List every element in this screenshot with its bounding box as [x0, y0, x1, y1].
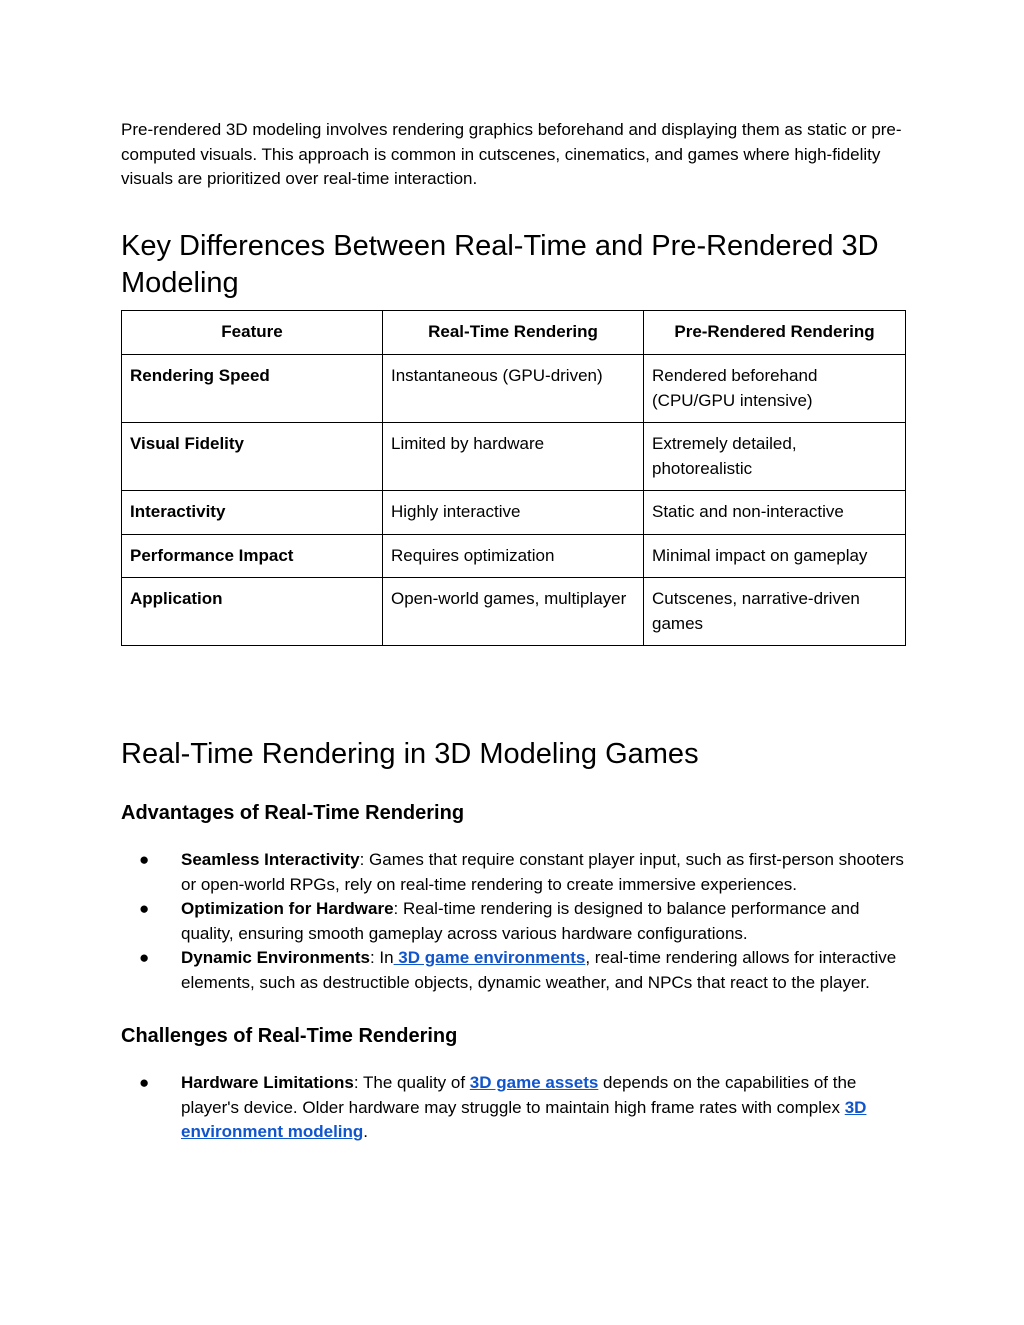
item-text: : Games that require constant player input, such as first-person shooters or open-world RPGs, rely on real-time rendering to create immersive experiences.: [181, 850, 904, 894]
table-row: [122, 578, 906, 646]
link-3d-game-assets[interactable]: 3D game assets: [469, 1073, 599, 1092]
table-cell-feature: Rendering Speed: [122, 355, 383, 423]
table-header-cell: Pre-Rendered Rendering: [644, 310, 906, 355]
table-cell: Cutscenes, narrative-driven games: [644, 578, 906, 646]
table-cell-feature: Performance Impact: [122, 534, 383, 578]
table-cell: Highly interactive: [383, 491, 644, 535]
table-cell: Open-world games, multiplayer: [383, 578, 644, 646]
item-text: : The quality of: [353, 1073, 470, 1092]
heading-challenges: Challenges of Real-Time Rendering: [121, 1025, 458, 1047]
item-term: Hardware Limitations: [181, 1073, 354, 1092]
heading-advantages: Advantages of Real-Time Rendering: [121, 802, 465, 824]
table-row: [122, 423, 906, 491]
item-text: : Real-time rendering is designed to balance performance and quality, ensuring smooth gameplay across various hardware configurations.: [181, 899, 860, 943]
table-cell-feature: Application: [122, 578, 383, 646]
heading-key-differences: Key Differences Between Real-Time and Pre-Rendered 3D Modeling: [121, 229, 879, 299]
item-term: Seamless Interactivity: [181, 850, 360, 869]
link-3d-environment-modeling[interactable]: 3D environment modeling: [181, 1097, 867, 1141]
table-cell: Rendered beforehand (CPU/GPU intensive): [644, 355, 906, 423]
item-text: .: [363, 1122, 369, 1141]
item-text: : In: [369, 948, 394, 967]
challenges-list: [121, 1071, 905, 1145]
table-header-cell: Feature: [122, 310, 383, 355]
table-header-row: [122, 310, 906, 355]
bullet-icon: ●: [139, 850, 150, 869]
table-cell: Requires optimization: [383, 534, 644, 578]
table-cell: Limited by hardware: [383, 423, 644, 491]
item-term: Optimization for Hardware: [181, 899, 394, 918]
real-time-section: [121, 800, 905, 1145]
table-header-cell: Real-Time Rendering: [383, 310, 644, 355]
table-row: [122, 534, 906, 578]
list-item: [121, 897, 905, 946]
table-row: [122, 355, 906, 423]
table-cell-feature: Interactivity: [122, 491, 383, 535]
table-cell: Minimal impact on gameplay: [644, 534, 906, 578]
table-cell-feature: Visual Fidelity: [122, 423, 383, 491]
comparison-table: [121, 310, 906, 647]
table-cell: Instantaneous (GPU-driven): [383, 355, 644, 423]
heading-real-time-rendering: Real-Time Rendering in 3D Modeling Games: [121, 738, 699, 770]
list-item: [121, 848, 905, 897]
table-cell: Static and non-interactive: [644, 491, 906, 535]
table-cell: Extremely detailed, photorealistic: [644, 423, 906, 491]
advantages-list: [121, 848, 905, 995]
bullet-icon: ●: [139, 899, 150, 918]
item-term: Dynamic Environments: [181, 948, 370, 967]
document-page: [121, 118, 905, 1141]
table-row: [122, 491, 906, 535]
bullet-icon: ●: [139, 1073, 150, 1092]
link-3d-game-environments[interactable]: 3D game environments: [393, 948, 586, 967]
bullet-icon: ●: [139, 948, 150, 967]
item-text: depends on the capabilities of the player's device. Older hardware may struggle to maintain high frame rates with complex: [181, 1073, 857, 1117]
intro-paragraph: Pre-rendered 3D modeling involves rendering graphics beforehand and displaying them as static or pre-computed visuals. This approach is common in cutscenes, cinematics, and games where high-fidelity visuals are prioritized over real-time interaction.: [121, 120, 902, 188]
list-item: [121, 946, 905, 995]
item-text: , real-time rendering allows for interactive elements, such as destructible objects, dynamic weather, and NPCs that react to the player.: [181, 948, 897, 992]
list-item: [121, 1071, 905, 1145]
